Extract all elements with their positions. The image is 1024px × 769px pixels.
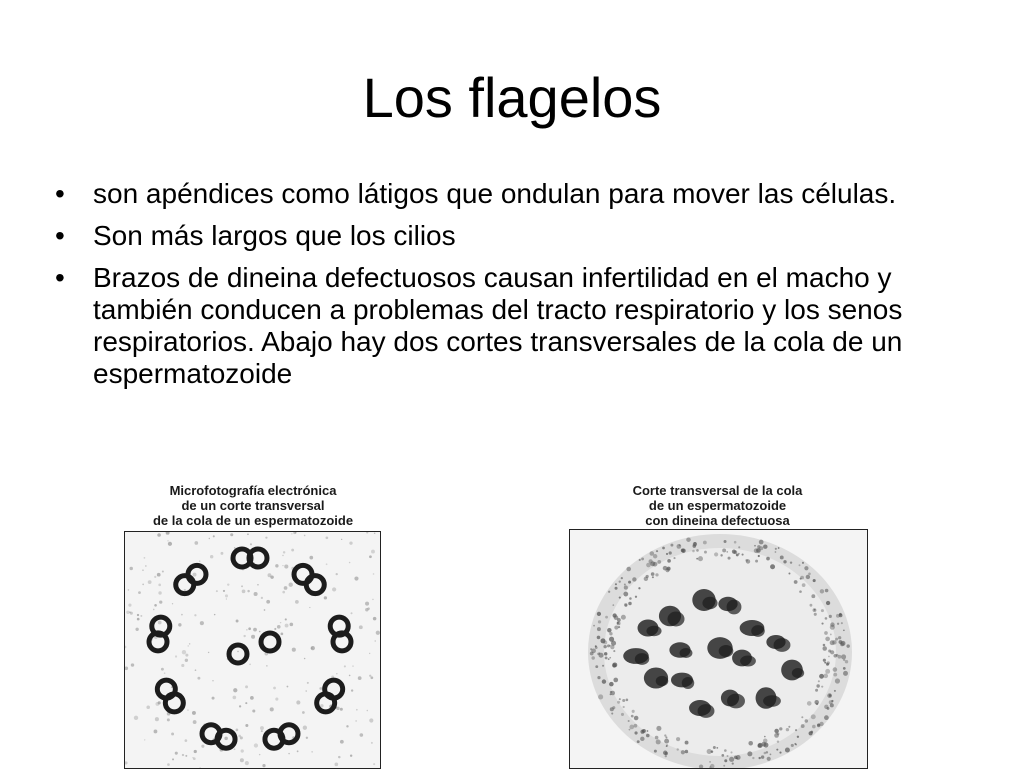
micrograph-defective	[569, 529, 868, 769]
bullet-item	[55, 262, 975, 390]
micrograph-defective-image	[570, 530, 867, 768]
bullet-marker: •	[55, 262, 65, 293]
bullet-marker: •	[55, 178, 65, 209]
bullet-text: son apéndices como látigos que ondulan para mover las células.	[93, 178, 897, 209]
caption-line: Corte transversal de la cola	[632, 483, 803, 498]
figure-caption	[122, 483, 384, 528]
caption-line: Microfotografía electrónica	[169, 483, 337, 498]
figure-defective-cross-section	[565, 483, 870, 768]
caption-line: de un corte transversal	[181, 498, 325, 513]
bullet-item	[55, 220, 975, 252]
micrograph-normal-image	[125, 532, 380, 768]
bullet-marker: •	[55, 220, 65, 251]
figure-caption	[565, 483, 870, 528]
caption-line: de un espermatozoide	[648, 498, 787, 513]
caption-line: de la cola de un espermatozoide	[152, 513, 354, 528]
bullet-list	[55, 178, 975, 400]
figure-normal-cross-section	[122, 483, 384, 768]
caption-line: con dineina defectuosa	[645, 513, 790, 528]
slide-title: Los flagelos	[362, 66, 662, 129]
bullet-text: Brazos de dineina defectuosos causan infertilidad en el macho y también conducen a problemas del tracto respiratorio y los senos respiratorios. Abajo hay dos cortes transversales de la cola de un espermatozoide	[93, 262, 903, 389]
bullet-item	[55, 178, 975, 210]
micrograph-normal	[124, 531, 381, 769]
bullet-text: Son más largos que los cilios	[93, 220, 456, 251]
